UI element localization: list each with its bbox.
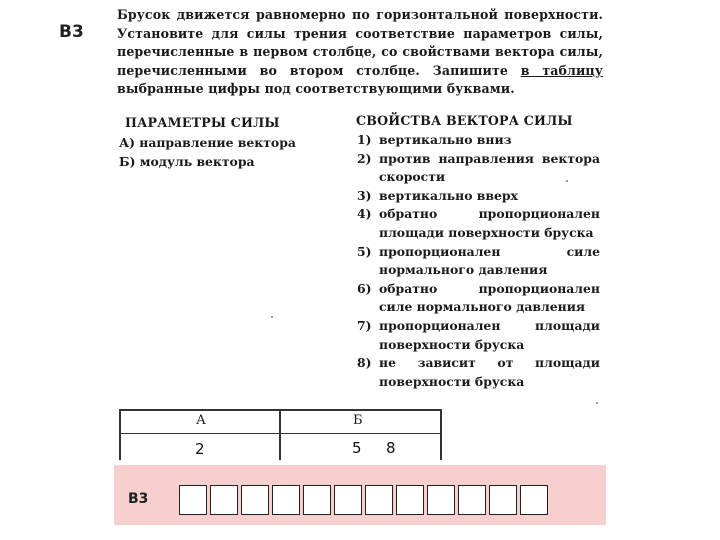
- answer-cell-input[interactable]: [179, 485, 207, 515]
- answer-form-panel: [114, 465, 606, 525]
- property-text: не зависит от площади поверхности бруска: [379, 355, 600, 389]
- properties-list: [357, 131, 600, 391]
- answer-cells: [179, 485, 548, 515]
- property-text: обратно пропорционален силе нормального давления: [379, 280, 600, 315]
- property-number: 1): [357, 132, 372, 147]
- property-item: [357, 317, 600, 354]
- instructions-part-2: выбранные цифры под соответствующими буквами.: [117, 81, 515, 97]
- scan-speck: [596, 402, 598, 404]
- answer-cell-input[interactable]: [520, 485, 548, 515]
- params-heading: ПАРАМЕТРЫ СИЛЫ: [125, 115, 280, 130]
- property-item: [357, 243, 600, 280]
- answer-cell-input[interactable]: [396, 485, 424, 515]
- answer-table-divider: [279, 411, 281, 460]
- column-a-header: А: [196, 413, 206, 428]
- properties-heading: СВОЙСТВА ВЕКТОРА СИЛЫ: [356, 113, 573, 128]
- answer-table-header-row: [121, 411, 440, 434]
- answer-cell-input[interactable]: [489, 485, 517, 515]
- property-number: 5): [357, 243, 372, 259]
- property-number: 3): [357, 187, 372, 203]
- answer-cell-input[interactable]: [241, 485, 269, 515]
- param-item-b: Б) модуль вектора: [119, 153, 255, 169]
- property-item: [357, 280, 600, 317]
- param-item-a: А) направление вектора: [119, 135, 296, 150]
- instructions-underlined: в таблицу: [520, 62, 603, 78]
- instructions-part-1: Брусок движется равномерно по горизонтальной поверхности. Установите для силы трения соответствие параметров силы, перечисленные в первом столбце, со свойствами вектора силы, перечисленными во втором столбце. Запишите: [117, 7, 603, 78]
- property-text: вертикально вниз: [379, 132, 512, 147]
- answer-cell-input[interactable]: [365, 485, 393, 515]
- property-text: вертикально вверх: [379, 187, 518, 203]
- answer-cell-input[interactable]: [427, 485, 455, 515]
- task-instructions: [117, 6, 603, 99]
- property-number: 7): [357, 317, 372, 333]
- property-number: 4): [357, 206, 372, 222]
- answer-form-label: В3: [128, 491, 149, 507]
- answer-a-value: 2: [195, 440, 205, 458]
- property-item: [357, 205, 600, 242]
- property-text: пропорционален площади поверхности бруска: [379, 317, 600, 352]
- property-item: [357, 131, 600, 150]
- answer-cell-input[interactable]: [272, 485, 300, 515]
- answer-cell-input[interactable]: [210, 485, 238, 515]
- answer-b-value-2: 8: [386, 439, 396, 457]
- answer-cell-input[interactable]: [458, 485, 486, 515]
- property-text: обратно пропорционален площади поверхности бруска: [379, 206, 600, 240]
- property-item: [357, 187, 600, 206]
- answer-b-value-1: 5: [352, 439, 362, 457]
- property-text: пропорционален силе нормального давления: [379, 243, 600, 278]
- answer-cell-input[interactable]: [334, 485, 362, 515]
- params-list: [119, 134, 296, 171]
- property-number: 8): [357, 355, 372, 371]
- property-number: 2): [357, 150, 372, 166]
- property-text: против направления вектора скорости: [379, 150, 600, 185]
- task-number-label: В3: [59, 22, 84, 42]
- property-item: [357, 354, 600, 391]
- answer-cell-input[interactable]: [303, 485, 331, 515]
- column-b-header: Б: [353, 413, 363, 428]
- scan-speck: [566, 180, 568, 182]
- property-number: 6): [357, 280, 372, 296]
- property-item: [357, 150, 600, 187]
- scan-speck: [271, 316, 273, 318]
